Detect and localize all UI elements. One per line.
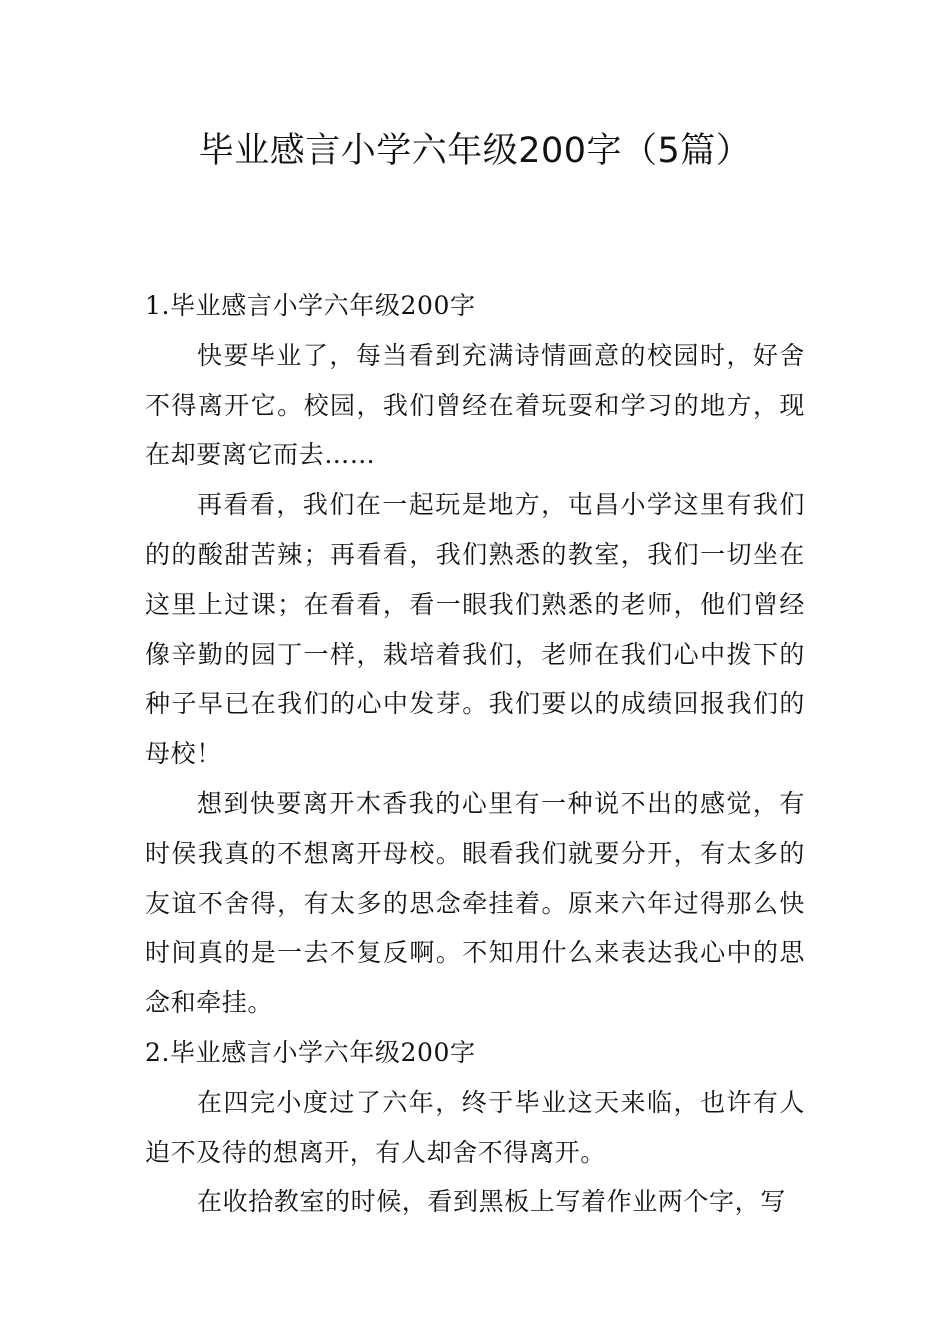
paragraph: 再看看，我们在一起玩是地方，屯昌小学这里有我们的的酸甜苦辣；再看看，我们熟悉的教室，我们一切坐在这里上过课；在看看，看一眼我们熟悉的老师，他们曾经像辛勤的园丁一样，栽培着我们，老师在我们心中拨下的种子早已在我们的心中发芽。我们要以的成绩回报我们的母校！ [145,490,805,769]
paragraph: 在四完小度过了六年，终于毕业这天来临，也许有人迫不及待的想离开，有人却舍不得离开。 [145,1087,805,1167]
document-title: 毕业感言小学六年级200字（5篇） [198,131,752,171]
paragraph: 在收拾教室的时候，看到黑板上写着作业两个字，写 [197,1187,786,1217]
paragraph: 想到快要离开木香我的心里有一种说不出的感觉，有时侯我真的不想离开母校。眼看我们就要分开，有太多的友谊不舍得，有太多的思念牵挂着。原来六年过得那么快时间真的是一去不复反啊。不知用什么来表达我心中的思念和牵挂。 [145,788,805,1018]
section-heading-2: 2.毕业感言小学六年级200字 [145,1037,476,1067]
paragraph: 快要毕业了，每当看到充满诗情画意的校园时，好舍不得离开它。校园，我们曾经在着玩耍和学习的地方，现在却要离它而去…… [145,340,805,470]
document-body [145,281,805,1227]
section-heading-1: 1.毕业感言小学六年级200字 [145,291,476,320]
